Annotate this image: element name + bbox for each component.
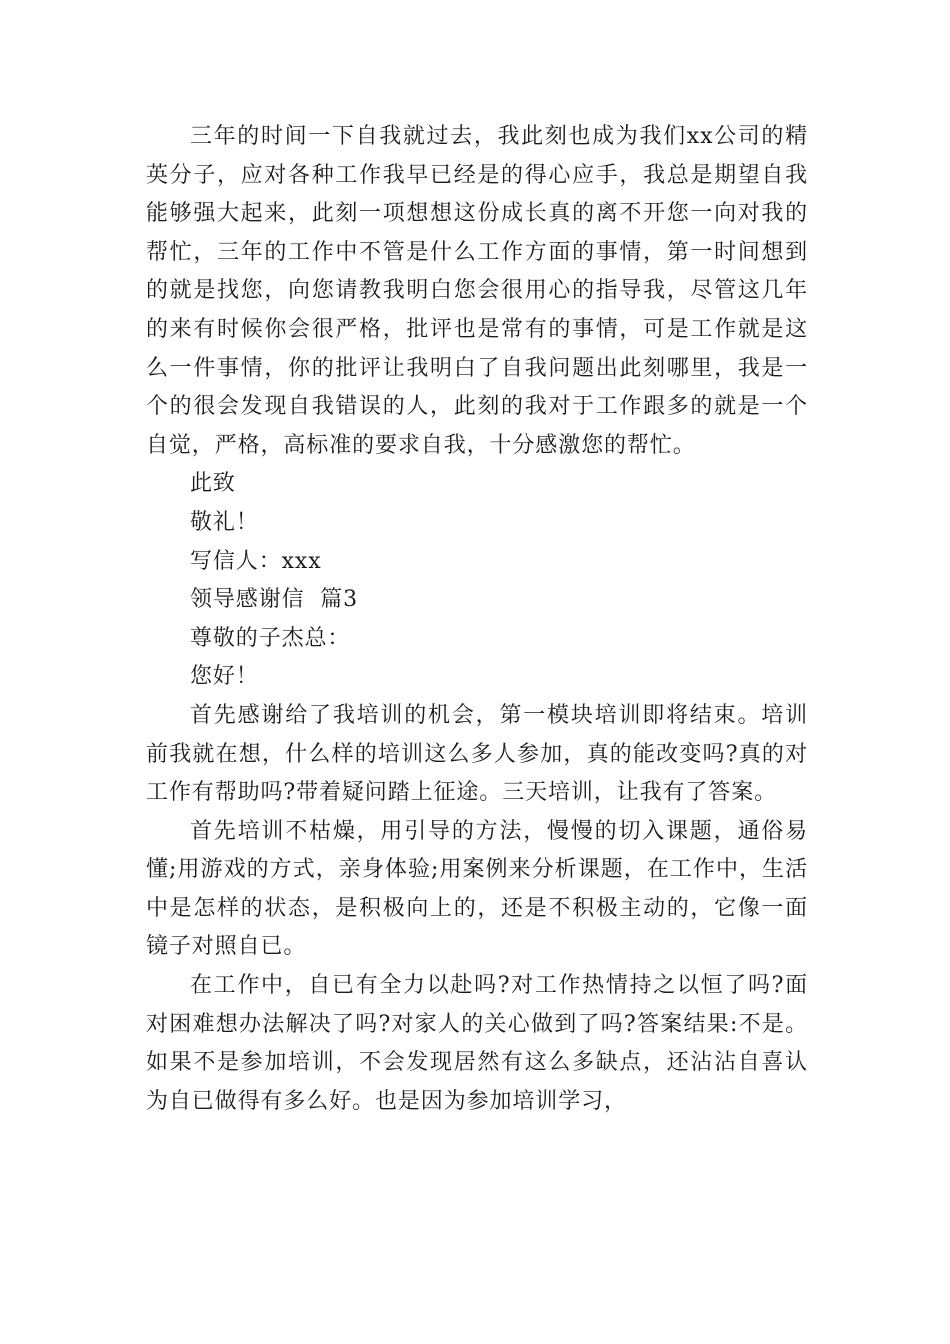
salutation-line: 尊敬的子杰总： xyxy=(190,625,351,651)
paragraph-3: 首先培训不枯燥，用引导的方法，慢慢的切入课题，通俗易懂;用游戏的方式，亲身体验;用案例来分析课题，在工作中，生活中是怎样的状态，是积极向上的，还是不积极主动的，它像一面镜子对照自已。 xyxy=(146,818,808,960)
paragraph-4: 在工作中，自已有全力以赴吗?对工作热情持之以恒了吗?面对困难想办法解决了吗?对家人的关心做到了吗?答案结果:不是。如果不是参加培训，不会发现居然有这么多缺点，还沾沾自喜认为自已做得有多么好。也是因为参加培训学习， xyxy=(146,973,808,1114)
paragraph-1: 三年的时间一下自我就过去，我此刻也成为我们xx公司的精英分子，应对各种工作我早已经是的得心应手，我总是期望自我能够强大起来，此刻一项想想这份成长真的离不开您一向对我的帮忙，三年的工作中不管是什么工作方面的事情，第一时间想到的就是找您，向您请教我明白您会很用心的指导我，尽管这几年的来有时候你会很严格，批评也是常有的事情，可是工作就是这么一件事情，你的批评让我明白了自我问题出此刻哪里，我是一个的很会发现自我错误的人，此刻的我对于工作跟多的就是一个自觉，严格，高标准的要求自我，十分感激您的帮忙。 xyxy=(146,124,808,458)
paragraph-2: 首先感谢给了我培训的机会，第一模块培训即将结束。培训前我就在想，什么样的培训这么多人参加，真的能改变吗?真的对工作有帮助吗?带着疑问踏上征途。三天培训，让我有了答案。 xyxy=(146,702,808,806)
document-page xyxy=(146,118,808,1121)
closing-line-1: 此致 xyxy=(190,471,236,497)
section-title: 领导感谢信 篇3 xyxy=(190,587,359,613)
signature-line: 写信人：xxx xyxy=(190,548,322,574)
closing-line-2: 敬礼！ xyxy=(190,509,259,535)
greeting-line: 您好！ xyxy=(190,664,259,690)
